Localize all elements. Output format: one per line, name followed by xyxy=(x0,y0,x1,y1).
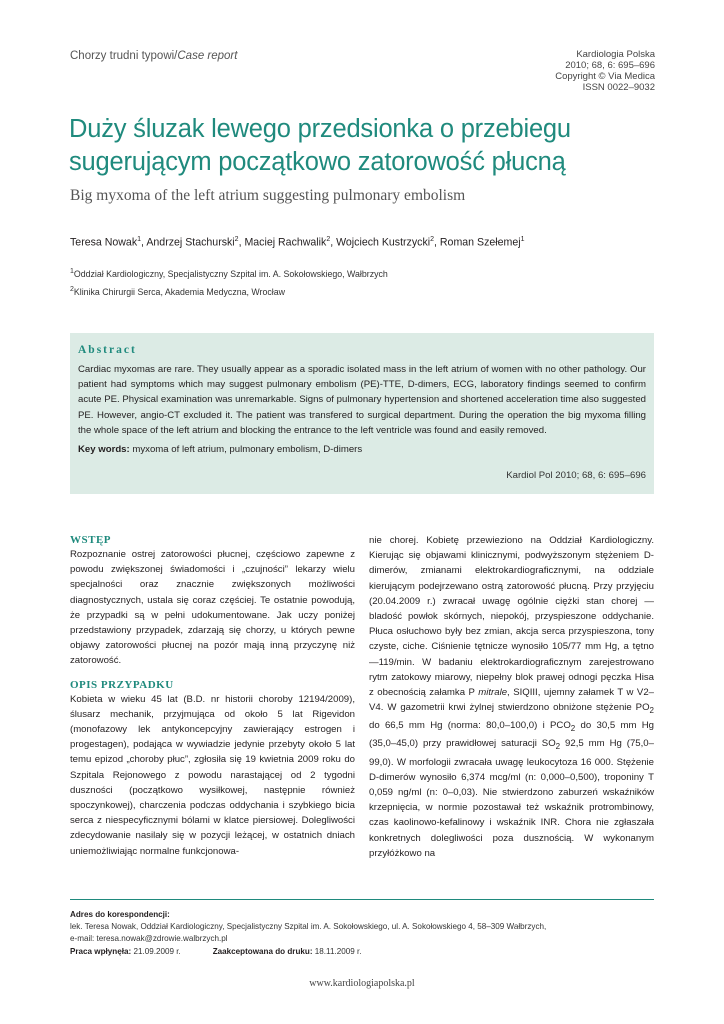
accepted-label: Zaakceptowana do druku: xyxy=(212,946,313,956)
journal-issn: ISSN 0022–9032 xyxy=(582,82,655,93)
subscript-2: 2 xyxy=(649,706,654,716)
article-dates xyxy=(70,946,670,958)
correspondence-block xyxy=(70,909,670,958)
author-affiliation-mark: 2 xyxy=(234,236,239,243)
case-text-part: 92,5 mm Hg (75,0–99,0). W morfologii zwracała uwagę leukocytoza 16 000. Stężenie D-dimerów wynosiło 6,374 mcg/ml (n: 0,000–0,500), troponiny T 0,059 ng/ml (n: 0–0,03). Nie stwierdzono zaburzeń wskaźników krzepnięcia, w normie pozostawał też wskaźnik protrombinowy, czas kaolinowo-kefalinowy i wskaźnik INR. Chora nie zgłaszała konkretnych dolegliwości poza dusznością. W wykonanym przyłóżkowo na xyxy=(369,738,654,859)
author-name: Wojciech Kustrzycki xyxy=(336,236,431,249)
affiliation-number: 2 xyxy=(70,286,74,293)
article-title-line1: Duży śluzak lewego przedsionka o przebiegu xyxy=(69,115,571,143)
case-text-part: do 66,5 mm Hg (norma: 80,0–100,0) i PCO xyxy=(369,720,571,732)
author-list: Teresa Nowak$^1$, Andrzej Stachurski$^2$, Maciej Rachwalik$^2$, Wojciech Kustrzycki$^2$, Roman Szełemej$^1$ xyxy=(70,236,525,249)
footer-divider xyxy=(70,899,654,900)
correspondence-address: lek. Teresa Nowak, Oddział Kardiologiczny, Specjalistyczny Szpital im. A. Sokołowskiego, ul. A. Sokołowskiego 4, 58–309 Wałbrzych, xyxy=(70,922,547,932)
affiliation-2 xyxy=(70,286,285,297)
case-paragraph: Kobieta w wieku 45 lat (B.D. nr historii choroby 12194/2009), ślusarz mechanik, przyjmująca od około 5 lat Rigevidon (monofazowy lek antykoncepcyjny zawierający estrogen i progestagen), podająca w wywiadzie jedynie przebyty około 5 lat temu epizod „choroby płuc”, zgłosiła się 19 kwietnia 2009 roku do Szpitala Rejonowego z powodu narastającej od 2 tygodni duszności (początkowo wysiłkowej, następnie również spoczynkowej), charczenia podczas oddychania i szybkiego bicia serca z niespecyficznymi bólami w klatce piersiowej. Dolegliwości zdecydowanie nasilały się w pozycji leżącej, w ostatnich dniach uniemożliwiając normalne funkcjonowa- xyxy=(70,693,355,857)
case-text-part: nie chorej. Kobietę przewieziono na Oddział Kardiologiczny. Kierując się objawami klinicznymi, podwyższonym stężeniem D-dimerów, zmianami elektrokardiograficznymi, na oddziale kierującym podejrzewano ostrą zatorowość płucną. Przy przyjęciu (20.04.2009 r.) zwracał uwagę ogólnie ciężki stan chorej — bladość powłok skórnych, niepokój, przyspieszone oddychanie. Płuca osłuchowo były bez zmian, akcja serca przyspieszona, tony czyste, ciche. Ciśnienie tętnicze wynosiło 105/77 mm Hg, a tętno —119/min. W badaniu elektrokardiograficznym zarejestrowano rytm zatokowy miarowy, niepełny blok prawej odnogi pęczka Hisa z obecnością załamka P xyxy=(369,535,654,699)
section-label xyxy=(70,50,237,62)
section-label-pl: Chorzy trudni typowi/ xyxy=(70,50,178,62)
affiliation-text: Oddział Kardiologiczny, Specjalistyczny Szpital im. A. Sokołowskiego, Wałbrzych xyxy=(73,268,388,279)
article-title xyxy=(69,113,669,179)
case-text-part: do 30,5 mm Hg (35,0–45,0) przy prawidłowej saturacji SO xyxy=(369,720,654,750)
section-heading-intro: WSTĘP xyxy=(70,534,112,546)
journal-info xyxy=(555,49,655,93)
author-name: Teresa Nowak xyxy=(70,236,138,249)
journal-issue: 2010; 68, 6: 695–696 xyxy=(565,60,655,71)
received-label: Praca wpłynęła: xyxy=(70,946,132,956)
case-text-part: , SIQIII, ujemny załamek T w V2–V4. W gazometrii krwi żylnej stwierdzono obniżone stężenie PO xyxy=(369,687,654,714)
section-label-en: Case report xyxy=(177,50,238,62)
article-subtitle: Big myxoma of the left atrium suggesting pulmonary embolism xyxy=(70,187,466,204)
affiliation-number: 1 xyxy=(70,268,74,275)
keywords-label: Key words: xyxy=(78,444,130,456)
affiliation-1 xyxy=(70,268,388,279)
accepted-date: 18.11.2009 r. xyxy=(314,946,362,956)
correspondence-email: e-mail: teresa.nowak@zdrowie.walbrzych.pl xyxy=(70,934,228,944)
affiliation-text: Klinika Chirurgii Serca, Akademia Medyczna, Wrocław xyxy=(73,286,285,297)
section-heading-case: OPIS PRZYPADKU xyxy=(70,678,174,691)
keywords-value: myxoma of left atrium, pulmonary embolism, D-dimers xyxy=(132,444,363,456)
correspondence-label: Adres do korespondencji: xyxy=(70,910,170,919)
author-affiliation-mark: 2 xyxy=(326,236,331,243)
body-column-left xyxy=(70,533,355,859)
abstract-heading: Abstract xyxy=(78,344,137,356)
author-affiliation-mark: 1 xyxy=(137,236,142,243)
author-affiliation-mark: 2 xyxy=(430,236,435,243)
journal-website: www.kardiologiapolska.pl xyxy=(309,978,415,989)
author-name: Maciej Rachwalik xyxy=(244,236,327,249)
keywords xyxy=(78,444,646,455)
abstract-text: Cardiac myxomas are rare. They usually appear as a sporadic isolated mass in the left atrium of women with no other pathology. Our patient had symptoms which may suggest pulmonary embolism (PE)-TTE, D-dimers, ECG, laboratory findings seemed to confirm acute PE. Physical examination was unremarkable. Signs of pulmonary hypertension and shortened acceleration time also suggested PE. However, angio-CT excluded it. The patient was transfered to surgical department. During the operation the big myxoma filling the whole space of the left atrium and blocking the entrance to the left ventricle was found and easily removed. xyxy=(78,364,646,436)
journal-copyright: Copyright © Via Medica xyxy=(555,71,655,82)
intro-paragraph: Rozpoznanie ostrej zatorowości płucnej, częściowo zapewne z powodu zwiększonej świadomości i „czujności” lekarzy wielu specjalności oraz znacznie zwiększonych możliwości diagnostycznych, ustala się coraz częściej. Te ostatnie powodują, że przypadki są w pełni udokumentowane. Jak uczy poniżej przedstawiony przypadek, zdarzają się chorzy, u których pewne objawy zatorowości płucnej na pozór mają inną przyczynę niż zatorowość. xyxy=(70,549,355,667)
case-paragraph-continued xyxy=(369,533,654,861)
author-affiliation-mark: 1 xyxy=(520,236,525,243)
subscript-2: 2 xyxy=(570,724,576,734)
citation: Kardiol Pol 2010; 68, 6: 695–696 xyxy=(506,470,646,481)
article-title-line2: sugerującym początkowo zatorowość płucną xyxy=(69,148,566,176)
author-name: Roman Szełemej xyxy=(439,236,521,249)
received-date: 21.09.2009 r. xyxy=(133,946,181,956)
abstract-box xyxy=(70,333,654,494)
author-name: Andrzej Stachurski xyxy=(146,236,235,249)
body-column-right xyxy=(369,533,654,861)
case-text-italic: mitrale xyxy=(478,687,508,699)
subscript-2: 2 xyxy=(555,742,561,752)
journal-name: Kardiologia Polska xyxy=(576,49,655,60)
